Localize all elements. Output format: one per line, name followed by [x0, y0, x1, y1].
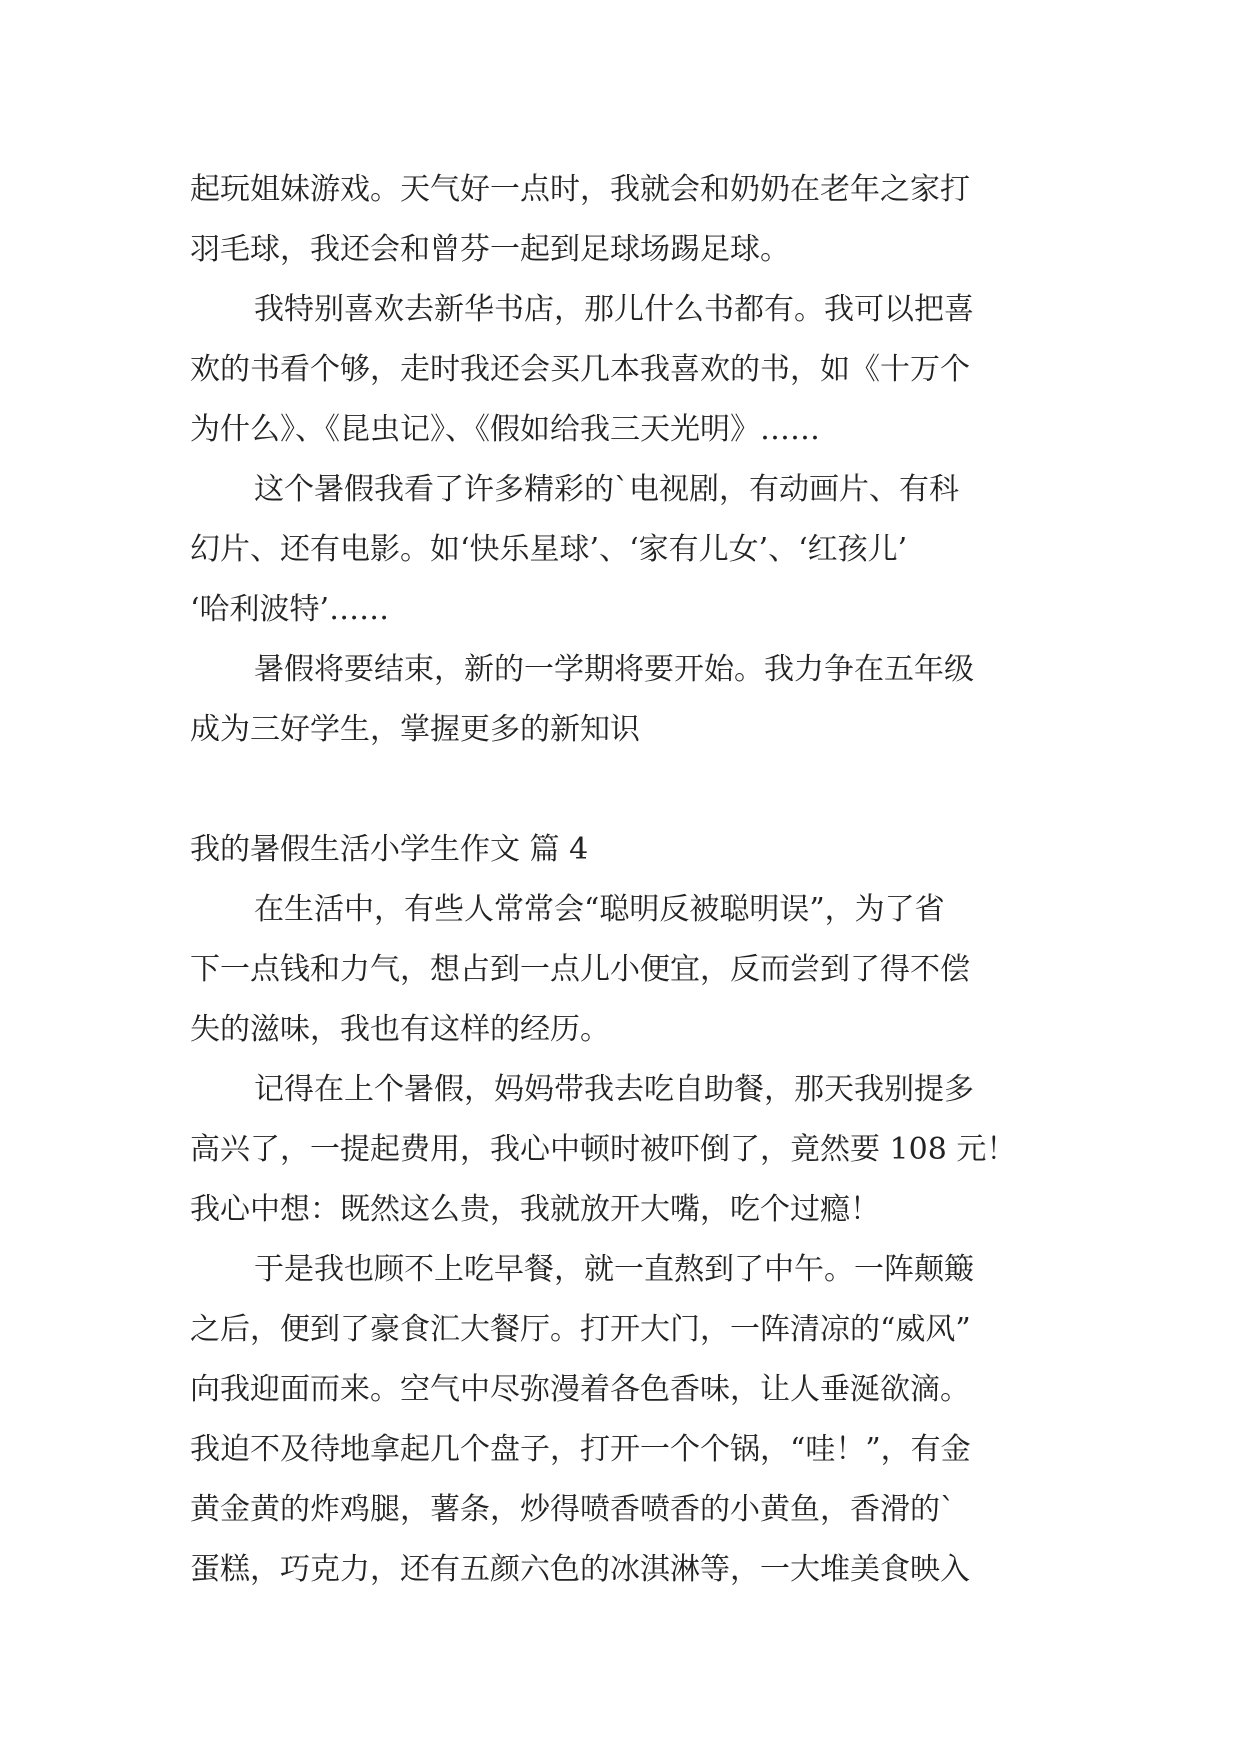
paragraph-line: 我心中想：既然这么贵，我就放开大嘴，吃个过瘾！ [190, 1192, 880, 1227]
paragraph-line: 欢的书看个够，走时我还会买几本我喜欢的书，如《十万个 [190, 352, 970, 387]
paragraph-line: 之后，便到了豪食汇大餐厅。打开大门，一阵清凉的“威风” [190, 1312, 971, 1347]
paragraph-line: 这个暑假我看了许多精彩的`电视剧，有动画片、有科 [254, 472, 959, 507]
paragraph-line: 记得在上个暑假，妈妈带我去吃自助餐，那天我别提多 [254, 1072, 974, 1107]
paragraph-line: 向我迎面而来。空气中尽弥漫着各色香味，让人垂涎欲滴。 [190, 1372, 970, 1407]
paragraph-line: 为什么》、《昆虫记》、《假如给我三天光明》…… [190, 412, 820, 447]
paragraph-line: 黄金黄的炸鸡腿，薯条，炒得喷香喷香的小黄鱼，香滑的` [190, 1492, 955, 1527]
section-heading: 我的暑假生活小学生作文 篇 4 [190, 832, 589, 867]
paragraph-line: 幻片、还有电影。如‘快乐星球’、‘家有儿女’、‘红孩儿’ [190, 532, 908, 567]
paragraph-line: 暑假将要结束，新的一学期将要开始。我力争在五年级 [254, 652, 974, 687]
paragraph-line: 羽毛球，我还会和曾芬一起到足球场踢足球。 [190, 232, 790, 267]
paragraph-line: 蛋糕，巧克力，还有五颜六色的冰淇淋等，一大堆美食映入 [190, 1552, 970, 1587]
paragraph-line: 于是我也顾不上吃早餐，就一直熬到了中午。一阵颠簸 [254, 1252, 974, 1287]
paragraph-line: 在生活中，有些人常常会“聪明反被聪明误”，为了省 [254, 892, 945, 927]
paragraph-line: 我特别喜欢去新华书店，那儿什么书都有。我可以把喜 [254, 292, 974, 327]
paragraph-line: 高兴了，一提起费用，我心中顿时被吓倒了，竟然要 108 元！ [190, 1132, 1017, 1167]
paragraph-line: 下一点钱和力气，想占到一点儿小便宜，反而尝到了得不偿 [190, 952, 970, 987]
paragraph-line: 成为三好学生，掌握更多的新知识 [190, 712, 640, 747]
paragraph-line: ‘哈利波特’…… [190, 592, 390, 627]
document-body [190, 160, 1050, 1600]
paragraph-line: 失的滋味，我也有这样的经历。 [190, 1012, 610, 1047]
paragraph-line: 我迫不及待地拿起几个盘子，打开一个个锅，“哇！”，有金 [190, 1432, 971, 1467]
paragraph-line: 起玩姐妹游戏。天气好一点时，我就会和奶奶在老年之家打 [190, 172, 970, 207]
